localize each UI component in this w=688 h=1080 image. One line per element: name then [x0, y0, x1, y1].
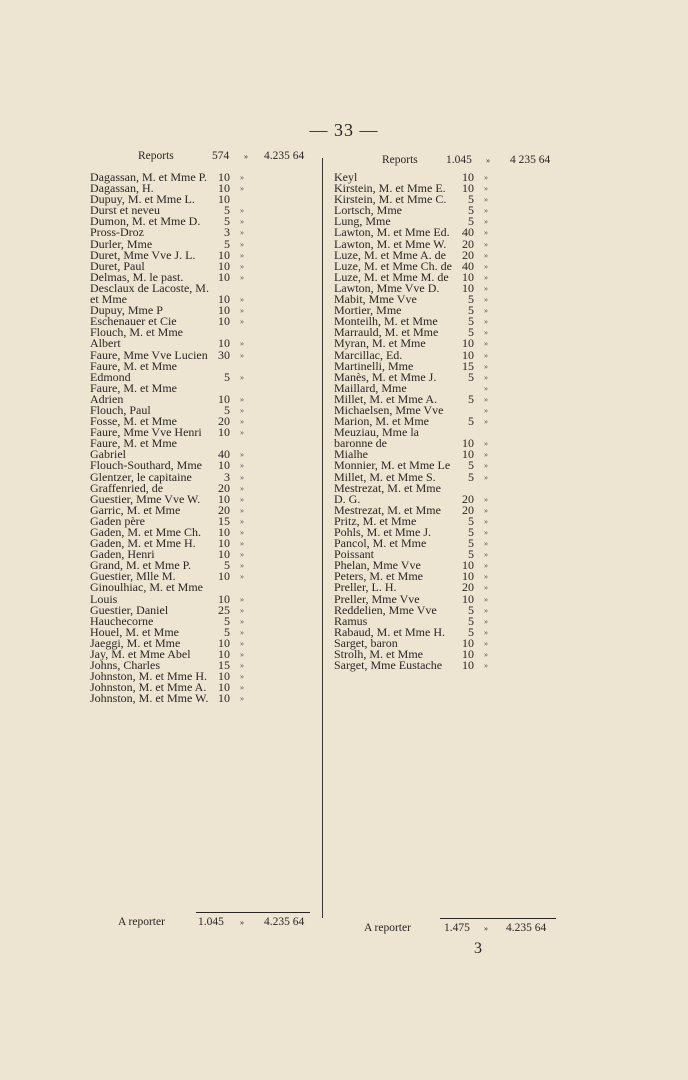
ditto-mark: »: [240, 661, 244, 671]
donor-name: Desclaux de Lacoste, M. et Mme: [90, 280, 209, 307]
ditto-mark: »: [240, 638, 244, 648]
donor-name: Ramus: [334, 613, 368, 628]
right-entries-list: [334, 172, 560, 671]
donation-amount: 10: [218, 192, 230, 207]
ditto-mark: »: [484, 350, 488, 360]
donation-amount: 10: [218, 170, 230, 184]
donor-name: Mestrezat, M. et Mme D. G.: [334, 480, 441, 506]
ditto-mark: »: [484, 561, 488, 571]
ditto-mark: »: [240, 528, 244, 537]
left-total-rule: [196, 912, 310, 913]
ditto-mark: »: [240, 295, 244, 305]
donor-name: Reddelien, Mme Vve: [334, 602, 437, 617]
donor-name: Kirstein, M. et Mme E.: [334, 181, 446, 196]
donation-amount: 10: [462, 635, 474, 650]
ditto-mark: »: [484, 627, 488, 637]
donor-name: Kirstein, M. et Mme C.: [334, 192, 447, 207]
page-number: — 33 —: [309, 120, 379, 140]
footer-label: A reporter: [118, 916, 165, 928]
donation-amount: 10: [218, 314, 230, 329]
donor-name: Manès, M. et Mme J.: [334, 369, 437, 384]
donation-amount: 5: [468, 314, 474, 329]
donor-name: Dumon, M. et Mme D.: [90, 214, 201, 229]
ditto-mark: »: [484, 206, 488, 216]
donation-amount: 5: [468, 547, 474, 562]
ditto-mark: »: [484, 461, 488, 471]
donation-amount: 10: [462, 436, 474, 451]
donor-name: Faure, Mme Vve Lucien: [90, 347, 208, 362]
donation-amount: 10: [218, 680, 230, 695]
donor-name: Poissant: [334, 547, 375, 562]
ditto-mark: »: [484, 195, 488, 205]
ditto-mark: »: [484, 450, 488, 460]
donor-name: Flouch, M. et Mme Albert: [90, 325, 183, 351]
donor-name: Fosse, M. et Mme: [90, 414, 177, 429]
donor-name: Pritz, M. et Mme: [334, 513, 417, 528]
donor-name: Hauchecorne: [90, 613, 154, 628]
donor-name: Myran, M. et Mme: [334, 336, 426, 351]
donor-name: Pross-Droz: [90, 225, 144, 240]
donor-name: Guestier, Mme Vve W.: [90, 491, 201, 506]
donation-amount: 5: [224, 402, 230, 417]
donation-amount: 10: [218, 292, 230, 307]
ditto-mark: »: [484, 306, 488, 316]
footer-total: 4.235 64: [264, 916, 305, 928]
ditto-mark: »: [240, 428, 244, 438]
donation-amount: 5: [468, 613, 474, 628]
donor-name: Luze, M. et Mme Ch. de: [334, 258, 452, 273]
donation-amount: 10: [218, 669, 230, 684]
donor-name: Lawton, Mme Vve D.: [334, 280, 440, 295]
donation-amount: 10: [462, 170, 474, 184]
donation-amount: 30: [218, 347, 230, 362]
donation-amount: 5: [468, 303, 474, 318]
donation-amount: 5: [468, 391, 474, 406]
donor-name: Flouch, Paul: [90, 402, 151, 417]
header-amount: 1.045: [446, 154, 472, 166]
donor-name: Monteilh, M. et Mme: [334, 314, 438, 329]
ditto-mark: »: [240, 394, 244, 404]
ditto-mark: »: [240, 339, 244, 349]
donor-name: Preller, L. H.: [334, 580, 397, 595]
donation-amount: 10: [218, 458, 230, 473]
donation-amount: 10: [462, 269, 474, 284]
list-item: [334, 660, 560, 671]
donation-amount: 3: [224, 469, 230, 484]
donation-amount: 40: [218, 447, 230, 462]
donation-amount: 5: [468, 369, 474, 384]
donor-name: Dagassan, H.: [90, 181, 154, 196]
footer-amount: 1.045: [198, 916, 224, 928]
donation-amount: 10: [218, 258, 230, 273]
donation-amount: 40: [462, 225, 474, 240]
ditto-mark: »: [240, 672, 244, 682]
donation-amount: 10: [218, 491, 230, 506]
donation-amount: 5: [468, 525, 474, 539]
donation-amount: 5: [224, 558, 230, 573]
ditto-mark: »: [240, 472, 244, 482]
donation-amount: 10: [462, 558, 474, 573]
donor-name: Dagassan, M. et Mme P.: [90, 170, 207, 184]
donation-amount: 5: [468, 325, 474, 340]
donation-amount: 10: [218, 547, 230, 562]
donation-amount: 10: [462, 447, 474, 462]
donor-name: Ginoulhiac, M. et Mme Louis: [90, 580, 203, 606]
ditto-mark: »: [240, 461, 244, 471]
ditto-mark: »: [484, 539, 488, 549]
ditto-mark: »: [484, 594, 488, 604]
ditto-mark: »: [240, 683, 244, 693]
ditto-mark: »: [484, 405, 488, 415]
ditto-mark: »: [484, 394, 488, 404]
list-item: [90, 438, 318, 460]
donation-amount: 10: [218, 336, 230, 351]
ditto-mark: »: [240, 516, 244, 526]
ditto-mark: »: [484, 383, 488, 393]
donation-amount: 20: [462, 502, 474, 517]
ditto-mark: »: [240, 261, 244, 271]
left-column: [90, 150, 318, 705]
ditto-mark: »: [484, 361, 488, 371]
donation-amount: 15: [218, 658, 230, 673]
ditto-mark: »: [484, 328, 488, 338]
right-total-rule: [440, 918, 556, 919]
header-mark: »: [486, 156, 490, 165]
ditto-mark: »: [484, 250, 488, 260]
ditto-mark: »: [484, 239, 488, 249]
donor-name: Johnston, M. et Mme W.: [90, 691, 209, 706]
ditto-mark: »: [240, 405, 244, 415]
donor-name: Gaden, M. et Mme H.: [90, 536, 196, 551]
donation-amount: 10: [462, 347, 474, 362]
list-item: [90, 582, 318, 604]
donor-name: Gaden père: [90, 513, 145, 528]
donation-amount: 3: [224, 225, 230, 240]
donor-name: Johns, Charles: [90, 658, 160, 673]
donation-amount: 5: [468, 513, 474, 528]
ditto-mark: »: [484, 184, 488, 194]
donor-name: Flouch-Southard, Mme: [90, 458, 202, 473]
donation-amount: 10: [218, 391, 230, 406]
donation-amount: 5: [468, 292, 474, 307]
footer-total: 4.235 64: [506, 922, 547, 934]
donor-name: Michaelsen, Mme Vve: [334, 402, 444, 417]
donation-amount: 20: [462, 491, 474, 506]
donor-name: Rabaud, M. et Mme H.: [334, 624, 445, 639]
donation-amount: 5: [224, 613, 230, 628]
donation-amount: 20: [218, 502, 230, 517]
list-item: [334, 427, 560, 449]
ditto-mark: »: [484, 372, 488, 382]
donor-name: Gaden, Henri: [90, 547, 155, 562]
donation-amount: 5: [224, 214, 230, 229]
donor-name: Pohls, M. et Mme J.: [334, 525, 432, 539]
ditto-mark: »: [240, 605, 244, 615]
list-item: [90, 358, 318, 384]
donation-amount: 10: [218, 181, 230, 196]
donor-name: Houel, M. et Mme: [90, 624, 179, 639]
donor-name: Millet, M. et Mme S.: [334, 469, 436, 484]
donor-name: Millet, M. et Mme A.: [334, 391, 437, 406]
donation-amount: 10: [218, 691, 230, 706]
ditto-mark: »: [484, 228, 488, 238]
donation-amount: 20: [462, 580, 474, 595]
donor-name: Johnston, M. et Mme H.: [90, 669, 207, 684]
ditto-mark: »: [484, 261, 488, 271]
donor-name: Mabit, Mme Vve: [334, 292, 417, 307]
ditto-mark: »: [484, 295, 488, 305]
donation-amount: 10: [462, 647, 474, 662]
ditto-mark: »: [484, 339, 488, 349]
ditto-mark: »: [240, 239, 244, 249]
ditto-mark: »: [240, 627, 244, 637]
footer-mark: »: [484, 924, 488, 933]
ditto-mark: »: [240, 173, 244, 182]
donation-amount: 5: [468, 602, 474, 617]
donation-amount: 20: [218, 414, 230, 429]
donation-amount: 10: [218, 569, 230, 584]
list-item: [90, 280, 318, 307]
left-entries-list: [90, 172, 318, 705]
ditto-mark: »: [240, 306, 244, 316]
ditto-mark: »: [484, 661, 488, 671]
donor-name: Lung, Mme: [334, 214, 391, 229]
donation-amount: 10: [218, 525, 230, 539]
ditto-mark: »: [240, 184, 244, 194]
donation-amount: 20: [218, 480, 230, 495]
donor-name: Preller, Mme Vve: [334, 591, 420, 606]
donation-amount: 5: [224, 369, 230, 384]
ditto-mark: »: [240, 350, 244, 360]
donor-name: Meuziau, Mme la baronne de: [334, 425, 419, 451]
donation-amount: 40: [462, 258, 474, 273]
donor-name: Sarget, Mme Eustache: [334, 658, 443, 673]
header-label: Reports: [382, 154, 418, 166]
donor-name: Mialhe: [334, 447, 368, 462]
ditto-mark: »: [240, 450, 244, 460]
ditto-mark: »: [484, 472, 488, 482]
signature-mark: 3: [474, 940, 482, 957]
donor-name: Mortier, Mme: [334, 303, 402, 318]
ditto-mark: »: [484, 439, 488, 449]
donation-amount: 10: [462, 658, 474, 673]
donor-name: Lawton, M. et Mme Ed.: [334, 225, 450, 240]
ditto-mark: »: [240, 539, 244, 549]
ditto-mark: »: [484, 650, 488, 660]
donor-name: Keyl: [334, 170, 358, 184]
donation-amount: 10: [218, 247, 230, 262]
donor-name: Luze, M. et Mme A. de: [334, 247, 446, 262]
donation-amount: 5: [468, 536, 474, 551]
ditto-mark: »: [484, 528, 488, 537]
donation-amount: 10: [218, 591, 230, 606]
donation-amount: 10: [218, 425, 230, 440]
right-column: [334, 150, 560, 671]
ditto-mark: »: [240, 250, 244, 260]
header-total: 4.235 64: [264, 150, 305, 162]
donation-amount: 5: [468, 192, 474, 207]
donor-name: Faure, M. et Mme Edmond: [90, 358, 177, 384]
donor-name: Phelan, Mme Vve: [334, 558, 421, 573]
donor-name: Graffenried, de: [90, 480, 164, 495]
ditto-mark: »: [240, 417, 244, 427]
footer-label: A reporter: [364, 922, 411, 934]
donation-amount: 5: [468, 458, 474, 473]
donor-name: Eschenauer et Cie: [90, 314, 177, 329]
ditto-mark: »: [484, 494, 488, 504]
list-item: [334, 480, 560, 506]
donor-name: Marcillac, Ed.: [334, 347, 403, 362]
ditto-mark: »: [484, 505, 488, 515]
donor-name: Garric, M. et Mme: [90, 502, 181, 517]
donor-name: Duret, Mme Vve J. L.: [90, 247, 196, 262]
donor-name: Strolh, M. et Mme: [334, 647, 423, 662]
ditto-mark: »: [240, 694, 244, 704]
ditto-mark: »: [484, 638, 488, 648]
donation-amount: 10: [218, 647, 230, 662]
donor-name: Duret, Paul: [90, 258, 145, 273]
donation-amount: 10: [462, 181, 474, 196]
donor-name: Durler, Mme: [90, 236, 153, 251]
ditto-mark: »: [240, 616, 244, 626]
donation-amount: 25: [218, 602, 230, 617]
right-column-header: [334, 150, 560, 172]
donor-name: Martinelli, Mme: [334, 358, 414, 373]
donation-amount: 5: [468, 203, 474, 218]
donor-name: Grand, M. et Mme P.: [90, 558, 191, 573]
ditto-mark: »: [240, 206, 244, 216]
ditto-mark: »: [240, 550, 244, 560]
donor-name: Durst et neveu: [90, 203, 160, 218]
ditto-mark: »: [484, 283, 488, 293]
ditto-mark: »: [240, 505, 244, 515]
donor-name: Johnston, M. et Mme A.: [90, 680, 207, 695]
donation-amount: 5: [468, 624, 474, 639]
donation-amount: 5: [468, 414, 474, 429]
donor-name: Monnier, M. et Mme Le: [334, 458, 451, 473]
ditto-mark: »: [484, 516, 488, 526]
donor-name: Glentzer, le capitaine: [90, 469, 192, 484]
footer-mark: »: [240, 918, 244, 927]
donor-name: Marion, M. et Mme: [334, 414, 429, 429]
donation-amount: 5: [224, 203, 230, 218]
donation-amount: 10: [462, 591, 474, 606]
list-item: [90, 327, 318, 349]
donor-name: Lortsch, Mme: [334, 203, 402, 218]
ditto-mark: »: [240, 561, 244, 571]
ditto-mark: »: [240, 272, 244, 282]
donor-name: Mestrezat, M. et Mme: [334, 502, 441, 517]
donation-amount: 10: [218, 635, 230, 650]
header-amount: 574: [212, 150, 230, 162]
donation-amount: 15: [462, 358, 474, 373]
donor-name: Faure, M. et Mme Adrien: [90, 380, 177, 406]
donation-amount: 5: [468, 214, 474, 229]
ditto-mark: »: [484, 616, 488, 626]
ditto-mark: »: [240, 572, 244, 582]
donor-name: Jay, M. et Mme Abel: [90, 647, 191, 662]
donor-name: Gaden, M. et Mme Ch.: [90, 525, 201, 539]
column-divider: [322, 158, 323, 918]
donor-name: Dupuy, M. et Mme L.: [90, 192, 195, 207]
donor-name: Jaeggi, M. et Mme: [90, 635, 181, 650]
ditto-mark: »: [484, 272, 488, 282]
header-label: Reports: [138, 150, 174, 162]
donation-amount: 10: [218, 303, 230, 318]
header-total: 4 235 64: [510, 154, 551, 166]
donor-name: Marrauld, M. et Mme: [334, 325, 439, 340]
ditto-mark: »: [240, 228, 244, 238]
ditto-mark: »: [240, 594, 244, 604]
ditto-mark: »: [240, 483, 244, 493]
ditto-mark: »: [484, 217, 488, 227]
donor-name: Pancol, M. et Mme: [334, 536, 427, 551]
donor-name: Faure, Mme Vve Henri: [90, 425, 202, 440]
donation-amount: 5: [468, 469, 474, 484]
donation-amount: 10: [462, 280, 474, 295]
ditto-mark: »: [240, 317, 244, 327]
ditto-mark: »: [484, 550, 488, 560]
donation-amount: 10: [218, 269, 230, 284]
donation-amount: 5: [224, 624, 230, 639]
list-item: [90, 380, 318, 406]
donation-amount: 10: [462, 569, 474, 584]
donor-name: Delmas, M. le past.: [90, 269, 184, 284]
donor-name: Guestier, Daniel: [90, 602, 169, 617]
ditto-mark: »: [484, 583, 488, 593]
ditto-mark: »: [240, 650, 244, 660]
ditto-mark: »: [240, 372, 244, 382]
ditto-mark: »: [484, 173, 488, 182]
header-mark: »: [244, 152, 248, 161]
left-column-header: [90, 150, 318, 172]
ditto-mark: »: [484, 605, 488, 615]
donor-name: Faure, M. et Mme Gabriel: [90, 436, 177, 462]
donor-name: Guestier, Mlle M.: [90, 569, 176, 584]
donor-name: Peters, M. et Mme: [334, 569, 423, 584]
ditto-mark: »: [484, 417, 488, 427]
donor-name: Maillard, Mme: [334, 380, 407, 395]
donation-amount: 20: [462, 236, 474, 251]
donation-amount: 15: [218, 513, 230, 528]
ditto-mark: »: [484, 317, 488, 327]
footer-amount: 1.475: [444, 922, 470, 934]
ditto-mark: »: [240, 494, 244, 504]
ditto-mark: »: [240, 217, 244, 227]
donor-name: Lawton, M. et Mme W.: [334, 236, 447, 251]
donation-amount: 10: [462, 336, 474, 351]
donor-name: Luze, M. et Mme M. de: [334, 269, 449, 284]
ditto-mark: »: [484, 572, 488, 582]
donor-name: Dupuy, Mme P: [90, 303, 163, 318]
donation-amount: 20: [462, 247, 474, 262]
list-item: [334, 602, 560, 617]
donor-name: Sarget, baron: [334, 635, 398, 650]
list-item: [90, 693, 318, 704]
donation-amount: 5: [224, 236, 230, 251]
donation-amount: 10: [218, 536, 230, 551]
